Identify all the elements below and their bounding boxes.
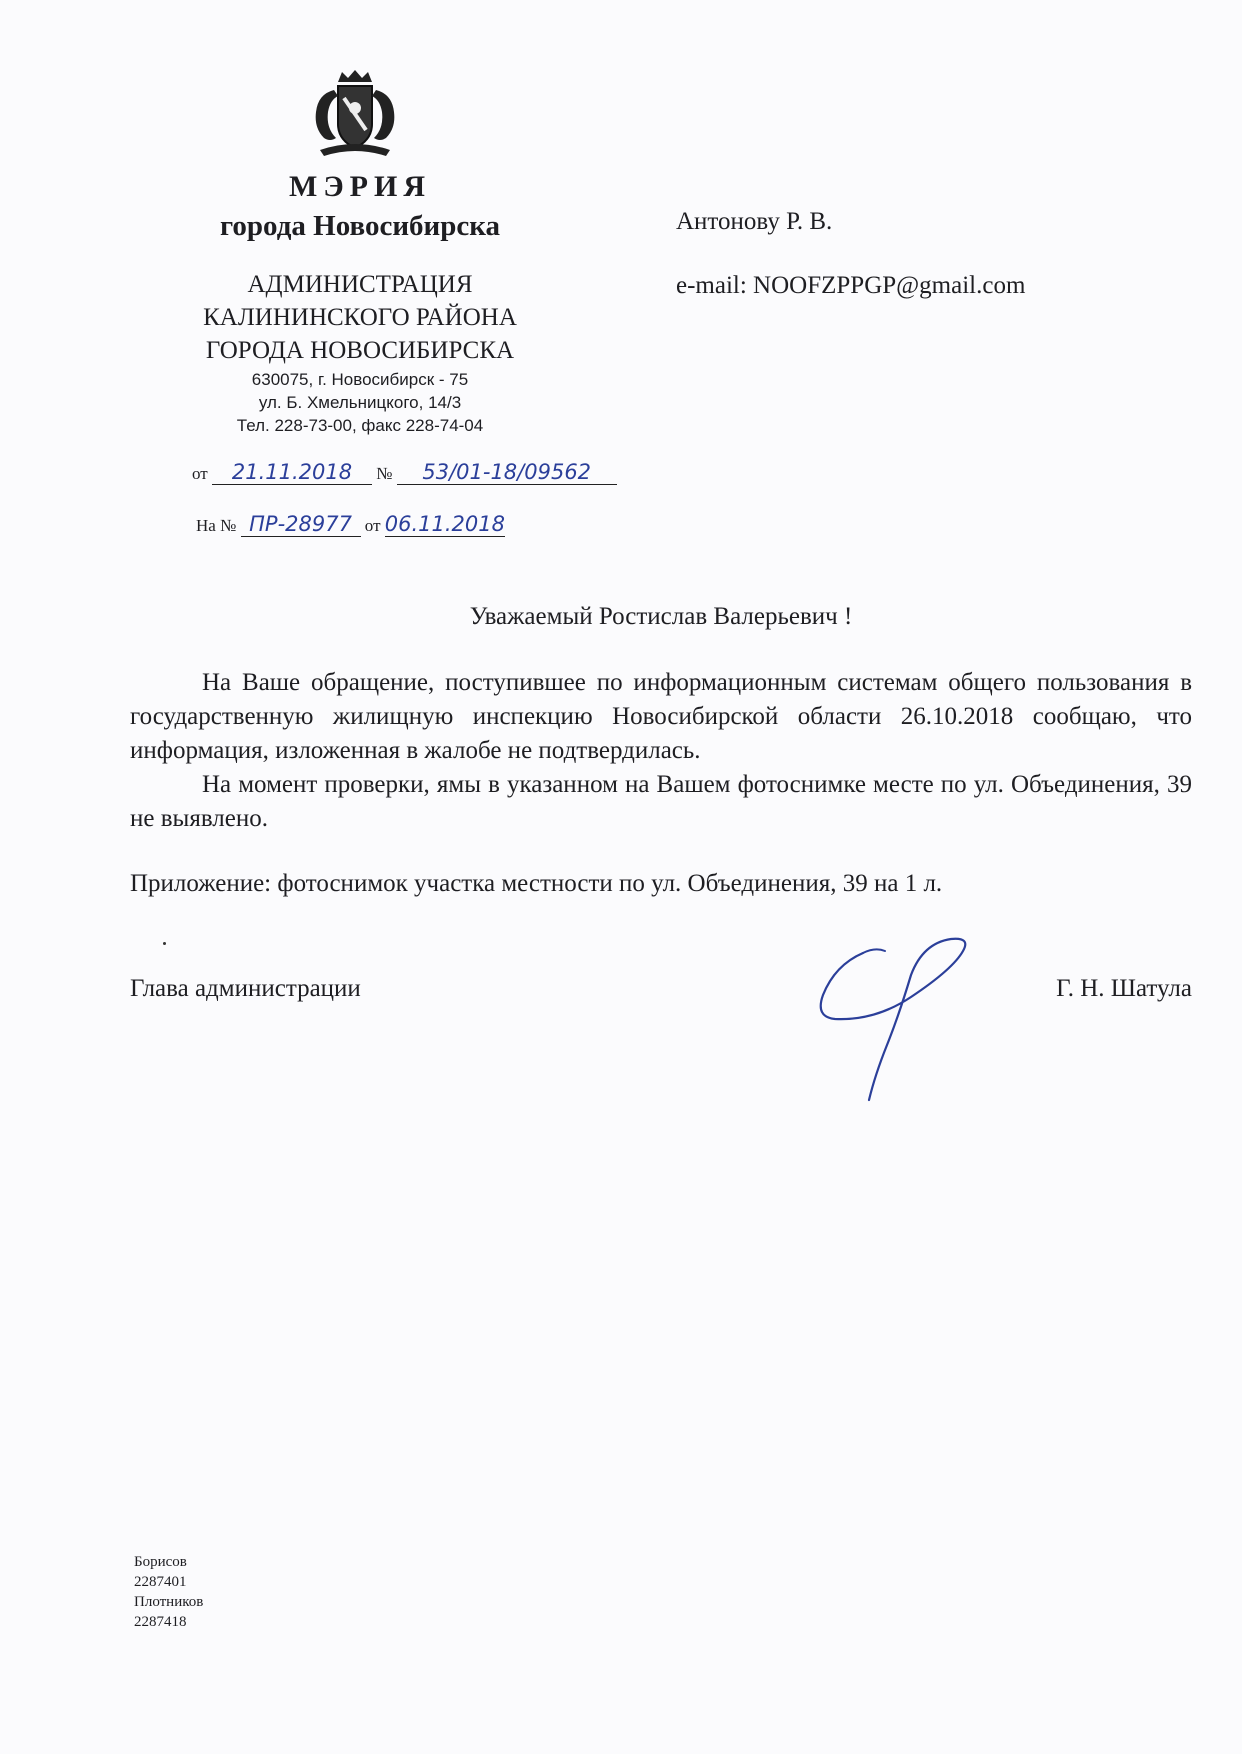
handwritten-signature-icon bbox=[815, 935, 975, 1105]
reply-label: На № bbox=[196, 516, 237, 535]
addressee-name: Антонову Р. В. bbox=[676, 208, 833, 235]
reply-date: 06.11.2018 bbox=[384, 512, 506, 536]
address-line: ул. Б. Хмельницкого, 14/3 bbox=[258, 393, 462, 412]
body-paragraph: На Ваше обращение, поступившее по информационным системам общего пользования в государственную жилищную инспекцию Новосибирской области 26.10.2018 сообщаю, что информация, изложенная в жалобе не подтвердилась. bbox=[130, 669, 1192, 764]
salutation: Уважаемый Ростислав Валерьевич ! bbox=[469, 603, 853, 630]
attachment-note: Приложение: фотоснимок участка местности по ул. Объединения, 39 на 1 л. bbox=[130, 870, 943, 897]
reply-number-field bbox=[241, 512, 361, 537]
addressee-email: e-mail: NOOFZPPGP@gmail.com bbox=[676, 272, 1026, 299]
registration-date: 21.11.2018 bbox=[231, 460, 353, 484]
reply-date-field bbox=[385, 512, 505, 537]
address-line: 630075, г. Новосибирск - 75 bbox=[251, 370, 469, 389]
signer-name: Г. Н. Шатула bbox=[1056, 975, 1192, 1002]
registration-number-field bbox=[397, 460, 617, 485]
executor-block bbox=[134, 1552, 203, 1632]
admin-line: ГОРОДА НОВОСИБИРСКА bbox=[205, 337, 515, 364]
signer-title: Глава администрации bbox=[130, 975, 361, 1002]
org-name: МЭРИЯ bbox=[289, 170, 431, 203]
stray-dot bbox=[163, 942, 166, 945]
executor-name: Борисов bbox=[134, 1554, 187, 1570]
reference-line bbox=[196, 512, 596, 552]
reply-number: ПР-28977 bbox=[249, 512, 352, 536]
address-block bbox=[150, 368, 570, 437]
admin-block bbox=[150, 268, 570, 367]
registration-line bbox=[192, 460, 652, 500]
address-line: Тел. 228-73-00, факс 228-74-04 bbox=[236, 416, 484, 435]
executor-phone: 2287418 bbox=[134, 1614, 187, 1630]
number-label: № bbox=[376, 464, 393, 483]
org-city: города Новосибирска bbox=[219, 210, 501, 242]
body-paragraph: На момент проверки, ямы в указанном на Вашем фотоснимке месте по ул. Объединения, 39 не выявлено. bbox=[130, 771, 1192, 832]
executor-name: Плотников bbox=[134, 1594, 204, 1610]
executor-phone: 2287401 bbox=[134, 1574, 187, 1590]
registration-number: 53/01-18/09562 bbox=[422, 460, 592, 484]
registration-date-field bbox=[212, 460, 372, 485]
from-label: от bbox=[192, 464, 208, 483]
coat-of-arms-icon bbox=[300, 68, 410, 160]
reply-from-label: от bbox=[364, 516, 381, 535]
admin-line: АДМИНИСТРАЦИЯ bbox=[247, 271, 473, 298]
admin-line: КАЛИНИНСКОГО РАЙОНА bbox=[203, 304, 517, 331]
